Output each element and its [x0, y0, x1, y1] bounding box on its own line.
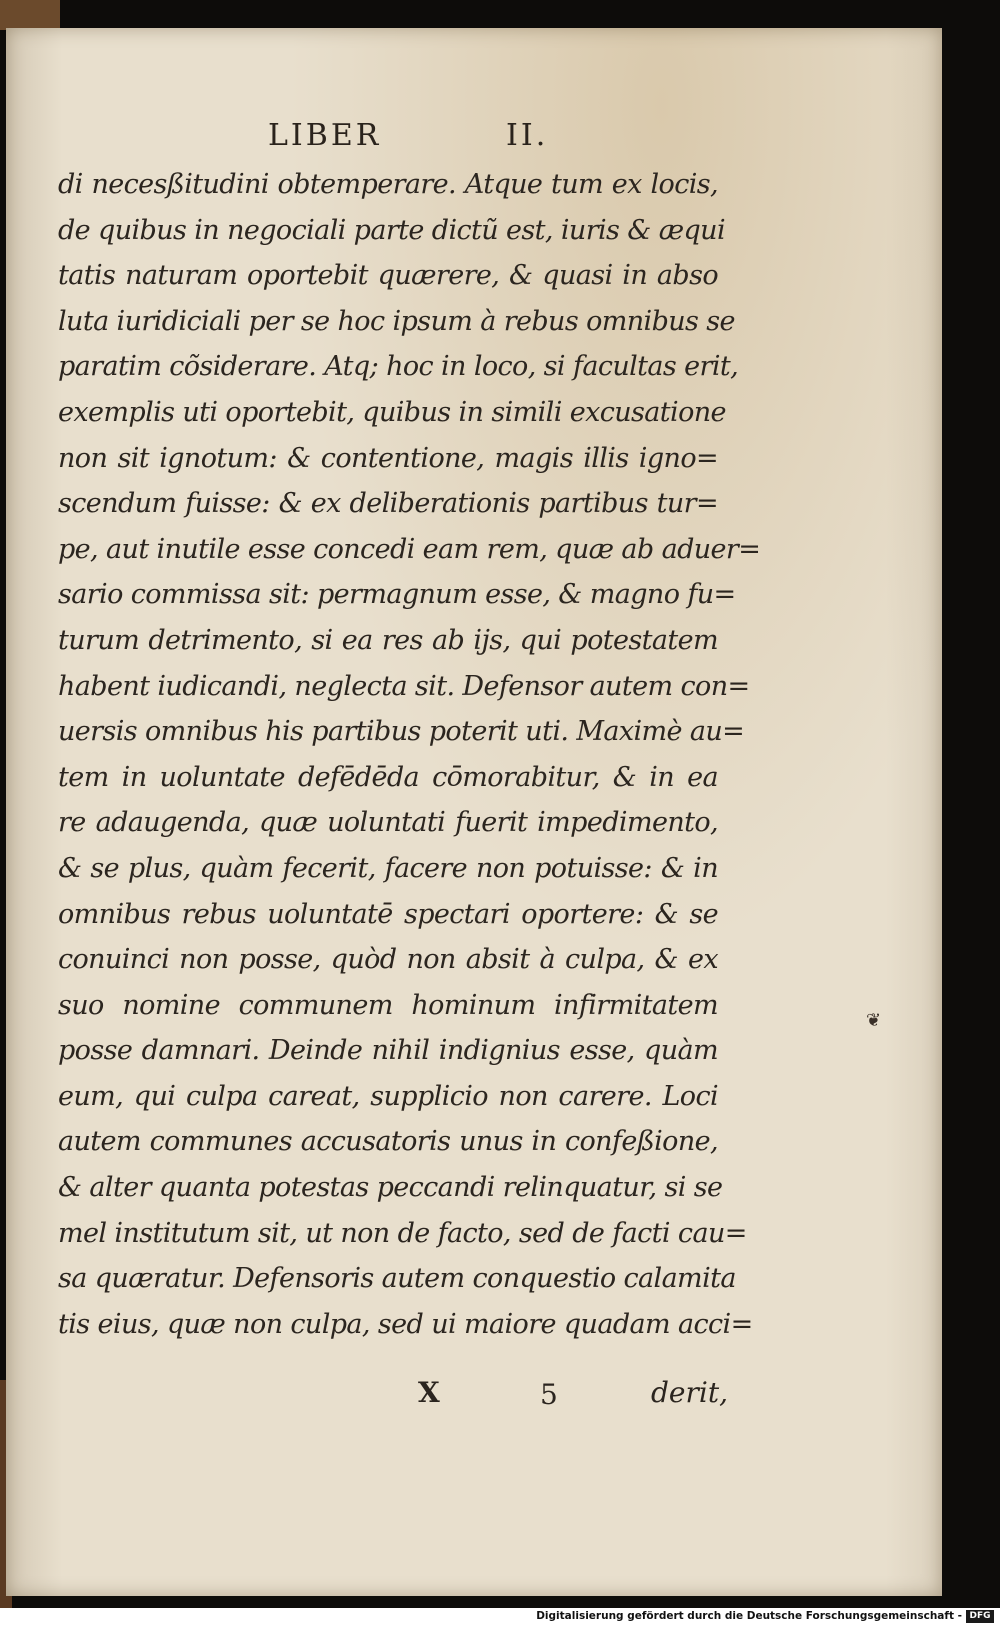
dfg-logo-icon: DFG — [966, 1610, 994, 1623]
text-line: pe, aut inutile esse concedi eam rem, quæ ab aduer= — [58, 533, 761, 565]
text-block — [58, 162, 761, 1347]
running-head-right: II. — [506, 118, 549, 153]
catchword: derit, — [651, 1376, 728, 1409]
text-line: re adaugenda, quæ uoluntati fuerit impedimento, — [58, 807, 718, 839]
text-line: habent iudicandi, neglecta sit. Defensor autem con= — [58, 670, 750, 702]
text-line: non sit ignotum: & contentione, magis illis igno= — [58, 442, 718, 474]
text-line: autem communes accusatoris unus in confeßione, — [58, 1126, 718, 1158]
text-line: de quibus in negociali parte dictũ est, iuris & æqui — [58, 214, 726, 246]
text-line: exemplis uti oportebit, quibus in simili excusatione — [58, 396, 726, 428]
text-line: scendum fuisse: & ex deliberationis partibus tur= — [58, 488, 718, 520]
text-line: di necesßitudini obtemperare. Atque tum ex locis, — [58, 169, 718, 200]
text-line: & alter quanta potestas peccandi relinquatur, si se — [58, 1172, 723, 1204]
text-line: tatis naturam oportebit quærere, & quasi in abso — [58, 260, 718, 292]
running-head-left: LIBER — [268, 118, 382, 153]
footer-bar — [0, 1608, 1000, 1627]
text-line: conuinci non posse, quòd non absit à culpa, & ex — [58, 944, 718, 976]
signature-number: 5 — [540, 1378, 558, 1411]
text-line: tis eius, quæ non culpa, sed ui maiore quadam acci= — [58, 1308, 753, 1340]
text-line: posse damnari. Deinde nihil indignius esse, quàm — [58, 1035, 718, 1067]
text-line: uersis omnibus his partibus poterit uti. Maximè au= — [58, 716, 745, 748]
text-line: turum detrimento, si ea res ab ijs, qui potestatem — [58, 624, 718, 656]
text-line: tem in uoluntate defēdēda cōmorabitur, & in ea — [58, 761, 718, 793]
text-line: luta iuridiciali per se hoc ipsum à rebus omnibus se — [58, 305, 735, 337]
book-corner — [0, 0, 60, 30]
text-line: & se plus, quàm fecerit, facere non potuisse: & in — [58, 852, 718, 884]
text-line: sario commissa sit: permagnum esse, & magno fu= — [58, 579, 736, 611]
funding-credit: Digitalisierung gefördert durch die Deutsche Forschungsgemeinschaft - — [536, 1610, 962, 1622]
running-head — [268, 118, 568, 158]
text-line: eum, qui culpa careat, supplicio non carere. Loci — [58, 1080, 718, 1112]
text-line: suo nomine communem hominum infirmitatem — [58, 989, 718, 1021]
signature-mark: X — [418, 1376, 440, 1409]
text-line: omnibus rebus uoluntatē spectari oportere: & se — [58, 898, 718, 930]
catchline — [418, 1376, 728, 1416]
text-line: mel institutum sit, ut non de facto, sed de facti cau= — [58, 1217, 747, 1249]
text-line: paratim cõsiderare. Atq; hoc in loco, si facultas erit, — [58, 351, 739, 383]
text-line: sa quæratur. Defensoris autem conquestio calamita — [58, 1263, 736, 1295]
margin-ornament-icon: ❦ — [866, 1010, 882, 1031]
